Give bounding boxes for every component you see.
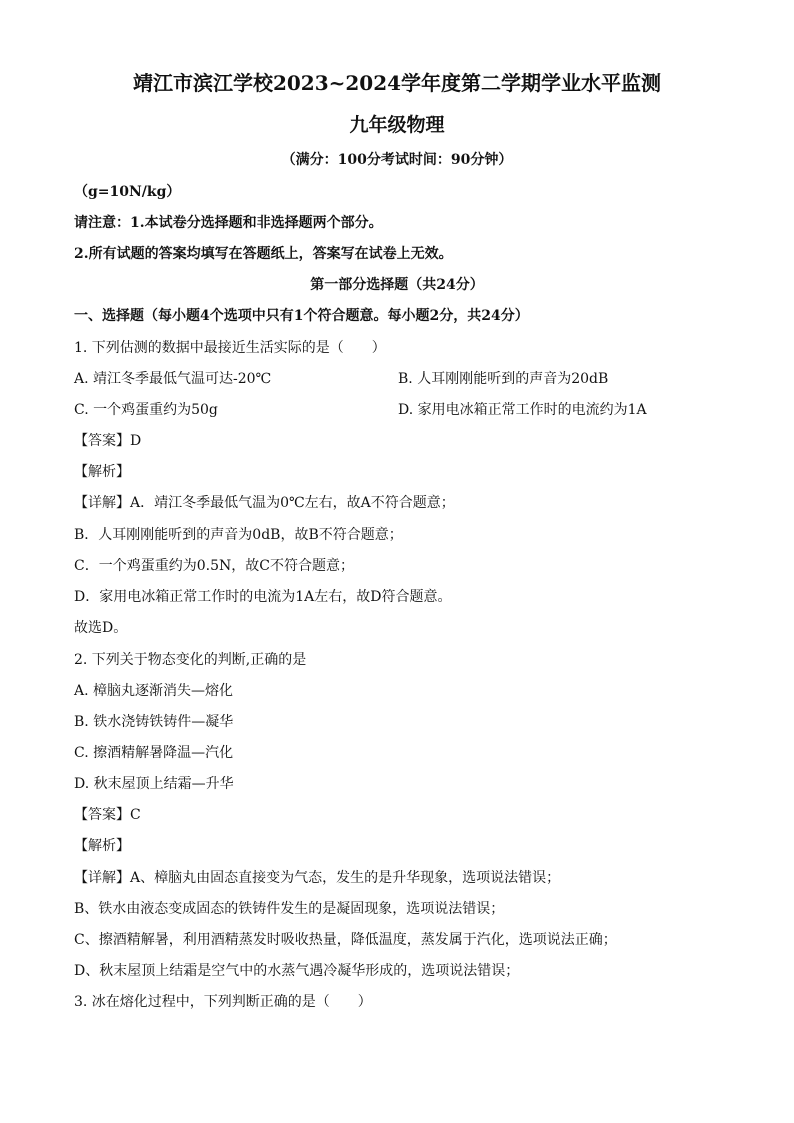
- q2-detail-c: C、擦酒精解暑，利用酒精蒸发时吸收热量，降低温度，蒸发属于汽化，选项说法正确；: [74, 932, 617, 948]
- q2-option-c: C. 擦酒精解暑降温—汽化: [74, 745, 234, 761]
- q1-option-d: D. 家用电冰箱正常工作时的电流约为1A: [398, 402, 647, 418]
- q2-detail-d: D、秋末屋顶上结霜是空气中的水蒸气遇冷凝华形成的，选项说法错误；: [74, 963, 520, 979]
- g-value-note: （g=10N/kg）: [74, 184, 181, 200]
- part-one-heading: 第一部分选择题（共24分）: [310, 277, 484, 293]
- q1-choice: 故选D。: [74, 620, 128, 636]
- section-heading: 一、选择题（每小题4个选项中只有1个符合题意。每小题2分，共24分）: [74, 308, 529, 324]
- q1-option-c: C. 一个鸡蛋重约为50g: [74, 402, 218, 418]
- exam-title: 靖江市滨江学校2023~2024学年度第二学期学业水平监测: [132, 71, 662, 95]
- exam-subject: 九年级物理: [349, 114, 445, 136]
- q1-analysis: 【解析】: [74, 464, 130, 480]
- notice-line-2: 2.所有试题的答案均填写在答题纸上，答案写在试卷上无效。: [74, 246, 453, 262]
- q1-detail-a: 【详解】A．靖江冬季最低气温为0℃左右，故A不符合题意；: [74, 495, 455, 511]
- q2-option-b: B. 铁水浇铸铁铸件—凝华: [74, 714, 234, 730]
- q1-option-b: B. 人耳刚刚能听到的声音为20dB: [398, 371, 609, 387]
- score-time: （满分：100分考试时间：90分钟）: [281, 152, 513, 168]
- q2-stem: 2. 下列关于物态变化的判断,正确的是: [74, 652, 307, 668]
- q1-detail-c: C．一个鸡蛋重约为0.5N，故C不符合题意；: [74, 558, 354, 574]
- q2-option-d: D. 秋末屋顶上结霜—升华: [74, 776, 234, 792]
- q3-stem: 3. 冰在熔化过程中，下列判断正确的是（ ）: [74, 994, 372, 1010]
- q1-detail-b: B．人耳刚刚能听到的声音为0dB，故B不符合题意；: [74, 527, 403, 543]
- q1-detail-d: D．家用电冰箱正常工作时的电流为1A左右，故D符合题意。: [74, 589, 452, 605]
- q2-detail-b: B、铁水由液态变成固态的铁铸件发生的是凝固现象，选项说法错误；: [74, 901, 505, 917]
- q2-analysis: 【解析】: [74, 838, 130, 854]
- q1-stem: 1. 下列估测的数据中最接近生活实际的是（ ）: [74, 340, 386, 356]
- q1-option-a: A. 靖江冬季最低气温可达-20℃: [74, 371, 272, 387]
- notice-line-1: 请注意：1.本试卷分选择题和非选择题两个部分。: [74, 215, 383, 231]
- q1-answer: 【答案】D: [74, 433, 142, 449]
- q2-option-a: A. 樟脑丸逐渐消失—熔化: [74, 683, 234, 699]
- q2-answer: 【答案】C: [74, 807, 141, 823]
- q2-detail-a: 【详解】A、樟脑丸由固态直接变为气态，发生的是升华现象，选项说法错误；: [74, 870, 561, 886]
